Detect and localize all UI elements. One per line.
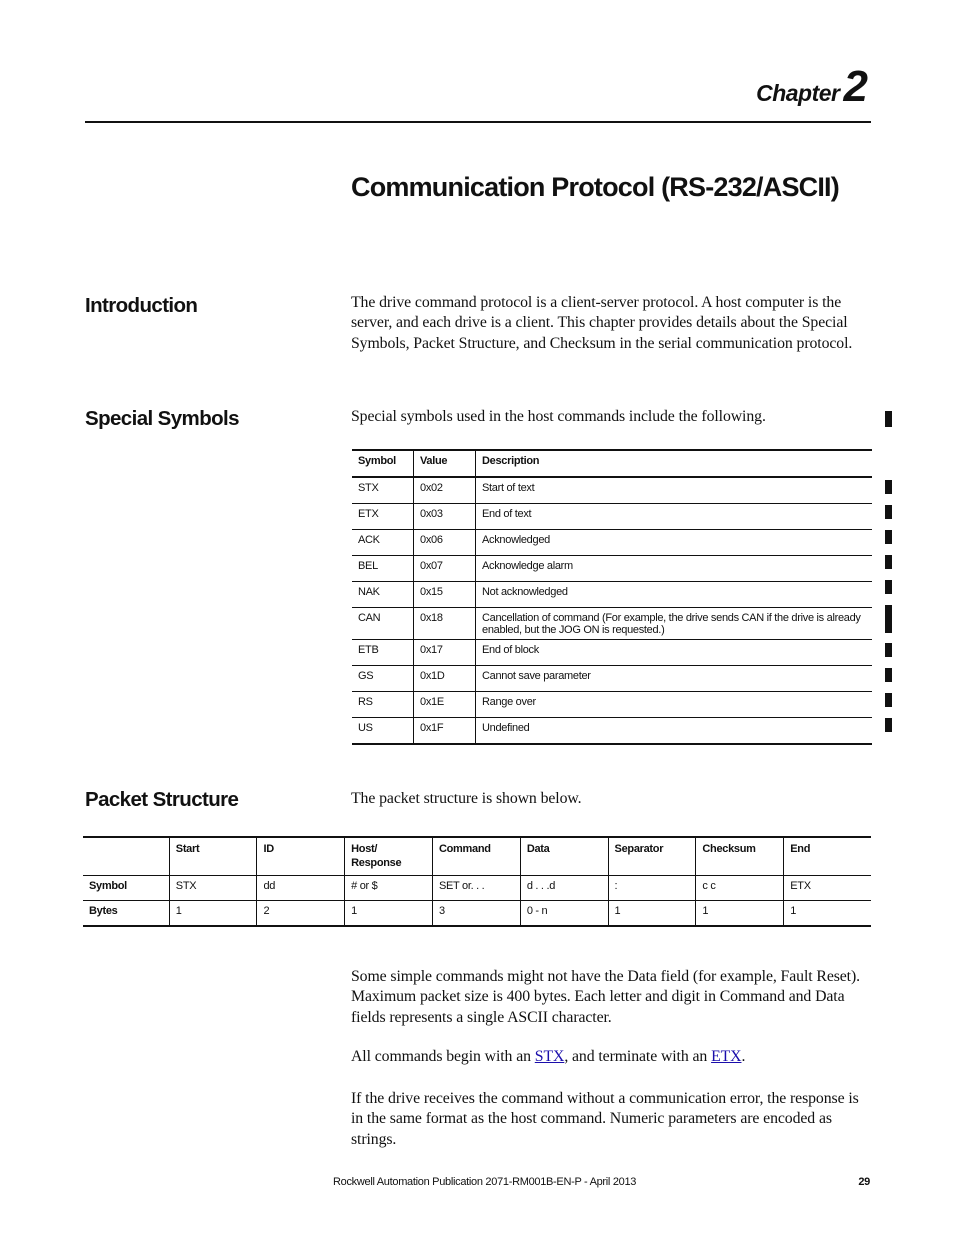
- packet-cell: 1: [784, 901, 871, 927]
- table-row: [83, 876, 871, 901]
- packet-cell: STX: [169, 876, 257, 901]
- table-row: [352, 504, 872, 530]
- page-number: 29: [858, 1176, 870, 1188]
- description-cell: Acknowledge alarm: [476, 556, 873, 582]
- description-cell: Range over: [476, 692, 873, 718]
- value-cell: 0x06: [414, 530, 476, 556]
- chapter-rule: [85, 121, 871, 123]
- value-cell: 0x1F: [414, 718, 476, 745]
- packet-cell: SET or. . .: [432, 876, 520, 901]
- change-bar: [885, 480, 892, 494]
- table-row: [352, 556, 872, 582]
- change-bar: [885, 505, 892, 519]
- header-description: Description: [476, 450, 873, 477]
- symbol-cell: GS: [352, 666, 414, 692]
- change-bar: [885, 555, 892, 569]
- symbol-cell: BEL: [352, 556, 414, 582]
- symbol-cell: CAN: [352, 608, 414, 640]
- change-bar: [885, 643, 892, 657]
- paragraph-text: , and terminate with an: [564, 1048, 712, 1065]
- table-header-row: [83, 837, 871, 876]
- packet-cell: 1: [169, 901, 257, 927]
- symbol-cell: ACK: [352, 530, 414, 556]
- packet-paragraph-3: If the drive receives the command without a communication error, the response is in the same format as the host command. Numeric parameters are encoded as strings.: [351, 1090, 859, 1148]
- header-symbol: Symbol: [352, 450, 414, 477]
- packet-row-label: Bytes: [83, 901, 169, 927]
- description-cell: Acknowledged: [476, 530, 873, 556]
- paragraph-text: .: [741, 1048, 746, 1065]
- change-bar: [885, 693, 892, 707]
- table-row: [352, 477, 872, 504]
- description-cell: End of text: [476, 504, 873, 530]
- value-cell: 0x17: [414, 640, 476, 666]
- table-row: [352, 692, 872, 718]
- packet-cell: c c: [696, 876, 784, 901]
- description-cell: Not acknowledged: [476, 582, 873, 608]
- description-cell: Cancellation of command (For example, the drive sends CAN if the drive is already enabled, but the JOG ON is requested.): [476, 608, 873, 640]
- packet-structure-heading: Packet Structure: [85, 788, 239, 811]
- change-bar: [885, 411, 892, 427]
- change-bar: [885, 718, 892, 732]
- table-row: [352, 608, 872, 640]
- publication-info: Rockwell Automation Publication 2071-RM001B-EN-P - April 2013: [333, 1176, 637, 1188]
- chapter-label: Chapter: [756, 80, 840, 106]
- packet-header-cell: Start: [169, 837, 257, 876]
- value-cell: 0x03: [414, 504, 476, 530]
- special-symbols-heading: Special Symbols: [85, 407, 239, 430]
- table-row: [352, 640, 872, 666]
- packet-cell: # or $: [345, 876, 433, 901]
- packet-cell: 0 - n: [520, 901, 608, 927]
- table-row: [352, 530, 872, 556]
- packet-cell: 1: [345, 901, 433, 927]
- packet-cell: :: [608, 876, 696, 901]
- change-bar: [885, 668, 892, 682]
- packet-paragraph-1: Some simple commands might not have the Data field (for example, Fault Reset). Maximum packet size is 400 bytes. Each letter and digit in Command and Data fields represents a single ASCII character.: [351, 968, 860, 1026]
- packet-header-cell: End: [784, 837, 871, 876]
- packet-header-cell: Host/ Response: [345, 837, 433, 876]
- packet-header-cell: Separator: [608, 837, 696, 876]
- symbol-cell: ETX: [352, 504, 414, 530]
- description-cell: Start of text: [476, 477, 873, 504]
- table-row: [352, 718, 872, 745]
- packet-header-cell: Command: [432, 837, 520, 876]
- symbol-cell: NAK: [352, 582, 414, 608]
- symbol-cell: US: [352, 718, 414, 745]
- table-row: [352, 666, 872, 692]
- packet-header-cell: Checksum: [696, 837, 784, 876]
- packet-header-cell: [83, 837, 169, 876]
- packet-header-cell: Data: [520, 837, 608, 876]
- packet-cell: d . . .d: [520, 876, 608, 901]
- chapter-heading: [756, 62, 868, 112]
- value-cell: 0x18: [414, 608, 476, 640]
- table-row: [83, 901, 871, 927]
- header-value: Value: [414, 450, 476, 477]
- packet-cell: ETX: [784, 876, 871, 901]
- value-cell: 0x1E: [414, 692, 476, 718]
- packet-cell: 2: [257, 901, 345, 927]
- change-bar: [885, 605, 892, 633]
- description-cell: Undefined: [476, 718, 873, 745]
- packet-cell: 1: [696, 901, 784, 927]
- value-cell: 0x1D: [414, 666, 476, 692]
- symbol-cell: RS: [352, 692, 414, 718]
- stx-link[interactable]: STX: [534, 1048, 565, 1065]
- value-cell: 0x07: [414, 556, 476, 582]
- change-bar: [885, 580, 892, 594]
- paragraph-text: All commands begin with an: [351, 1048, 535, 1065]
- description-cell: Cannot save parameter: [476, 666, 873, 692]
- packet-structure-text: The packet structure is shown below.: [351, 790, 582, 807]
- special-symbols-table: [352, 449, 872, 745]
- introduction-heading: Introduction: [85, 294, 198, 317]
- packet-header-cell: ID: [257, 837, 345, 876]
- packet-paragraph-2: [351, 1047, 871, 1067]
- table-header-row: [352, 450, 872, 477]
- page-title: Communication Protocol (RS-232/ASCII): [351, 172, 839, 202]
- symbol-cell: ETB: [352, 640, 414, 666]
- packet-cell: dd: [257, 876, 345, 901]
- table-row: [352, 582, 872, 608]
- packet-structure-table: [83, 836, 871, 927]
- chapter-number: 2: [843, 62, 868, 111]
- packet-cell: 1: [608, 901, 696, 927]
- packet-cell: 3: [432, 901, 520, 927]
- description-cell: End of block: [476, 640, 873, 666]
- change-bar: [885, 530, 892, 544]
- special-symbols-text: Special symbols used in the host commands include the following.: [351, 408, 766, 425]
- packet-row-label: Symbol: [83, 876, 169, 901]
- symbol-cell: STX: [352, 477, 414, 504]
- introduction-text: The drive command protocol is a client-server protocol. A host computer is the server, and each drive is a client. This chapter provides details about the Special Symbols, Packet Structure, and Checksum in the serial communication protocol.: [351, 294, 853, 352]
- value-cell: 0x15: [414, 582, 476, 608]
- etx-link[interactable]: ETX: [711, 1048, 742, 1065]
- value-cell: 0x02: [414, 477, 476, 504]
